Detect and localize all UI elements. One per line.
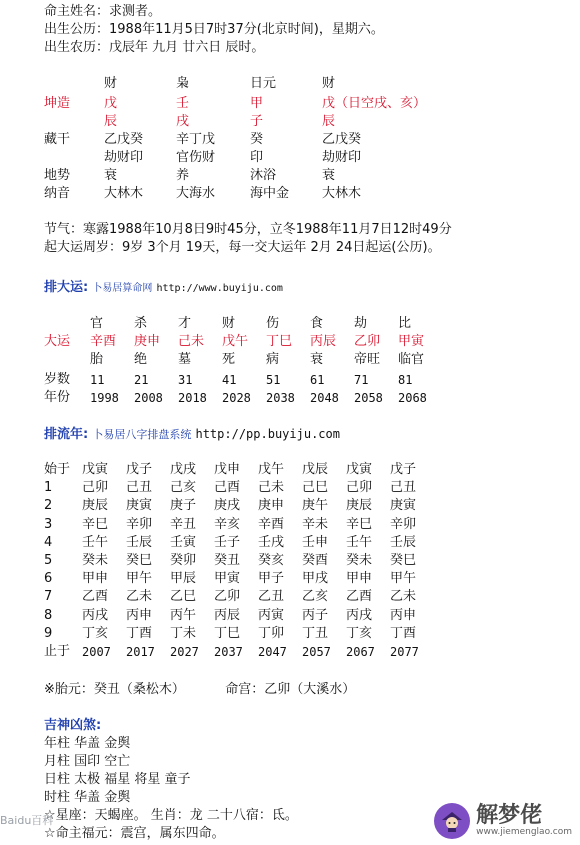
bazi-branch: 子 — [250, 114, 264, 129]
liunian-cell: 乙未 — [126, 589, 153, 605]
bazi-stem: 甲 — [250, 96, 264, 111]
liunian-cell: 庚戌 — [214, 498, 241, 514]
nayin-cell: 大海水 — [176, 186, 216, 201]
dayun-state: 绝 — [134, 352, 148, 367]
nayin-cell: 海中金 — [250, 186, 290, 201]
liunian-cell: 2057 — [302, 645, 331, 659]
dayun-state: 胎 — [90, 352, 104, 367]
dayun-year: 2068 — [398, 391, 427, 405]
lunar-birth-line: 出生农历：戊辰年 九月 廿六日 辰时。 — [44, 40, 265, 55]
liunian-cell: 癸丑 — [214, 553, 241, 568]
liunian-cell: 丁亥 — [346, 625, 373, 641]
liunian-cell: 乙未 — [390, 589, 417, 605]
liunian-cell: 壬辰 — [126, 534, 153, 550]
liunian-cell: 庚午 — [302, 498, 329, 514]
liunian-cell: 壬戌 — [258, 534, 285, 550]
liunian-cell: 丁丑 — [302, 625, 329, 641]
dayun-state: 墓 — [178, 352, 192, 367]
liunian-cell: 癸未 — [82, 553, 109, 568]
liunian-cell: 丙寅 — [258, 607, 285, 623]
dayun-top-label: 杀 — [134, 316, 148, 331]
liunian-cell: 乙丑 — [258, 589, 285, 605]
liunian-cell: 辛巳 — [346, 516, 373, 532]
liunian-cell: 癸酉 — [302, 553, 329, 568]
shensha-line: 时柱 华盖 金舆 — [44, 790, 131, 805]
dayun-site-url[interactable]: http://www.buyiju.com — [156, 283, 283, 294]
liunian-cell: 丁酉 — [126, 625, 153, 641]
bazi-branch: 辰 — [104, 114, 118, 129]
shensha-line: 月柱 国印 空亡 — [44, 754, 131, 769]
dayun-age: 31 — [178, 373, 193, 387]
liunian-cell: 壬寅 — [170, 534, 197, 550]
dayun-pillar: 丙辰 — [310, 334, 337, 349]
liunian-cell: 辛巳 — [82, 516, 109, 532]
liunian-row-label: 始于 — [44, 462, 71, 477]
dishi-label: 地势 — [44, 168, 71, 183]
liunian-row-label: 2 — [44, 498, 53, 514]
liunian-cell: 庚子 — [170, 498, 197, 514]
bazi-branch: 辰 — [322, 114, 336, 129]
liunian-cell: 庚寅 — [390, 498, 417, 514]
shishen-cell: 劫财印 — [104, 150, 144, 165]
liunian-cell: 甲申 — [82, 571, 109, 587]
nayin-label: 纳音 — [44, 186, 71, 201]
dayun-top-label: 伤 — [266, 316, 280, 331]
liunian-cell: 丁酉 — [390, 625, 417, 641]
liunian-cell: 壬申 — [302, 534, 329, 550]
liunian-cell: 甲子 — [258, 571, 285, 587]
dayun-top-label: 财 — [222, 316, 236, 331]
dayun-pillar: 庚申 — [134, 334, 161, 349]
liunian-cell: 辛未 — [302, 516, 329, 532]
shishen-cell: 印 — [250, 150, 264, 165]
shensha-heading: 吉神凶煞: — [44, 718, 102, 733]
liunian-cell: 乙亥 — [302, 589, 329, 605]
xingzuo-line: ☆星座：天蝎座。 生肖：龙 二十八宿：氐。 — [44, 808, 298, 823]
liunian-cell: 庚申 — [258, 498, 285, 514]
liunian-cell: 癸未 — [346, 553, 373, 568]
liunian-heading: 排流年: — [44, 427, 89, 442]
dayun-state: 帝旺 — [354, 352, 381, 367]
dayun-state: 临官 — [398, 352, 425, 367]
liunian-cell: 丁卯 — [258, 625, 285, 641]
liunian-cell: 癸巳 — [126, 553, 153, 568]
liunian-cell: 戊寅 — [82, 462, 109, 477]
liunian-cell: 甲申 — [346, 571, 373, 587]
liunian-cell: 甲午 — [126, 571, 153, 587]
bazi-row-label: 坤造 — [44, 96, 71, 111]
bazi-stem: 戊（日空戌、亥） — [322, 96, 427, 111]
brand-domain: www.jiemenglao.com — [476, 827, 572, 837]
dayun-age: 61 — [310, 373, 325, 387]
liunian-cell: 丙戌 — [346, 607, 373, 623]
dayun-year: 2028 — [222, 391, 251, 405]
liunian-cell: 2007 — [82, 645, 111, 659]
canggan-label: 藏干 — [44, 132, 71, 147]
liunian-cell: 癸亥 — [258, 553, 285, 568]
dayun-year: 2058 — [354, 391, 383, 405]
dayun-year: 2038 — [266, 391, 295, 405]
dayun-age: 51 — [266, 373, 281, 387]
dishi-cell: 沐浴 — [250, 168, 277, 183]
canggan-cell: 辛丁戊 — [176, 132, 216, 147]
dayun-year: 2048 — [310, 391, 339, 405]
minggong-text: 命宫：乙卯（大溪水） — [225, 682, 356, 697]
liunian-cell: 辛卯 — [390, 516, 417, 532]
liunian-cell: 2047 — [258, 645, 287, 659]
liunian-cell: 壬午 — [82, 534, 109, 550]
bazi-top-label: 枭 — [176, 76, 190, 91]
liunian-cell: 乙巳 — [170, 589, 197, 605]
liunian-row-label: 3 — [44, 516, 53, 532]
bazi-top-label: 财 — [104, 76, 118, 91]
shishen-cell: 官伤财 — [176, 150, 216, 165]
dayun-age: 71 — [354, 373, 369, 387]
dayun-heading: 排大运: — [44, 280, 89, 295]
bazi-stem: 壬 — [176, 96, 190, 111]
dayun-row-label: 大运 — [44, 334, 71, 349]
liunian-cell: 戊戌 — [170, 462, 197, 477]
liunian-row-label: 7 — [44, 589, 53, 605]
liunian-cell: 丁亥 — [82, 625, 109, 641]
liunian-cell: 2017 — [126, 645, 155, 659]
liunian-cell: 甲午 — [390, 571, 417, 587]
liunian-cell: 丙子 — [302, 607, 329, 623]
liunian-cell: 己卯 — [346, 480, 373, 496]
liunian-cell: 辛酉 — [258, 516, 285, 532]
dayun-top-label: 劫 — [354, 316, 368, 331]
liunian-cell: 癸巳 — [390, 553, 417, 568]
liunian-cell: 甲辰 — [170, 571, 197, 587]
dayun-age-label: 岁数 — [44, 372, 71, 387]
dishi-cell: 养 — [176, 168, 190, 183]
shensha-line: 年柱 华盖 金舆 — [44, 736, 131, 751]
dishi-cell: 衰 — [322, 168, 336, 183]
nayin-cell: 大林木 — [322, 186, 362, 201]
liunian-cell: 2027 — [170, 645, 199, 659]
fortune-teller-icon — [434, 803, 470, 839]
dayun-state: 死 — [222, 352, 236, 367]
dayun-age: 81 — [398, 373, 413, 387]
liunian-cell: 辛亥 — [214, 516, 241, 532]
baidu-watermark: Baidu百科 — [0, 814, 54, 827]
dayun-year: 2018 — [178, 391, 207, 405]
liunian-cell: 2067 — [346, 645, 375, 659]
qiyun-line: 起大运周岁：9岁 3个月 19天，每一交大运年 2月 24日起运(公历)。 — [44, 240, 441, 255]
liunian-cell: 辛卯 — [126, 516, 153, 532]
liunian-heading-row — [44, 426, 340, 443]
liunian-cell: 丁未 — [170, 625, 197, 641]
dayun-age: 41 — [222, 373, 237, 387]
liunian-cell: 庚辰 — [82, 498, 109, 514]
liunian-cell: 庚寅 — [126, 498, 153, 514]
liunian-cell: 2037 — [214, 645, 243, 659]
dayun-age: 21 — [134, 373, 149, 387]
liunian-cell: 戊寅 — [346, 462, 373, 477]
liunian-cell: 癸卯 — [170, 553, 197, 568]
taiyuan-row — [44, 682, 355, 698]
liunian-site-url[interactable]: http://pp.buyiju.com — [195, 427, 340, 441]
liunian-cell: 己丑 — [390, 480, 417, 496]
liunian-cell: 己巳 — [302, 480, 329, 496]
liunian-cell: 丁巳 — [214, 625, 241, 641]
bazi-stem: 戊 — [104, 96, 118, 111]
dayun-pillar: 己未 — [178, 334, 205, 349]
name-line: 命主姓名：求测者。 — [44, 4, 162, 19]
liunian-cell: 己卯 — [82, 480, 109, 496]
liunian-cell: 丙辰 — [214, 607, 241, 623]
liunian-cell: 甲寅 — [214, 571, 241, 587]
mingzhu-line: ☆命主福元：震宫，属东四命。 — [44, 826, 225, 841]
liunian-row-label: 1 — [44, 480, 53, 496]
dayun-top-label: 食 — [310, 316, 324, 331]
dayun-state: 病 — [266, 352, 280, 367]
dayun-top-label: 比 — [398, 316, 412, 331]
canggan-cell: 乙戊癸 — [104, 132, 144, 147]
liunian-cell: 己丑 — [126, 480, 153, 496]
liunian-cell: 丙申 — [126, 607, 153, 623]
liunian-row-label: 4 — [44, 534, 53, 550]
dayun-pillar: 甲寅 — [398, 334, 425, 349]
canggan-cell: 癸 — [250, 132, 264, 147]
bazi-top-label: 财 — [322, 76, 336, 91]
dayun-site-name: 卜易居算命网 — [92, 283, 153, 294]
liunian-cell: 戊午 — [258, 462, 285, 477]
liunian-cell: 乙酉 — [82, 589, 109, 605]
liunian-cell: 戊辰 — [302, 462, 329, 477]
liunian-cell: 丙戌 — [82, 607, 109, 623]
liunian-row-label: 8 — [44, 607, 53, 623]
liunian-row-label: 6 — [44, 571, 53, 587]
liunian-cell: 乙酉 — [346, 589, 373, 605]
liunian-cell: 戊申 — [214, 462, 241, 477]
liunian-cell: 庚辰 — [346, 498, 373, 514]
liunian-site-name: 卜易居八字排盘系统 — [92, 428, 192, 441]
dayun-pillar: 戊午 — [222, 334, 249, 349]
liunian-cell: 丙午 — [170, 607, 197, 623]
jiemenglao-watermark — [434, 803, 572, 839]
liunian-cell: 丙申 — [390, 607, 417, 623]
liunian-cell: 壬辰 — [390, 534, 417, 550]
dayun-year: 2008 — [134, 391, 163, 405]
shensha-line: 日柱 太极 福星 将星 童子 — [44, 772, 191, 787]
dayun-pillar: 乙卯 — [354, 334, 381, 349]
dayun-pillar: 辛酉 — [90, 334, 117, 349]
liunian-row-label: 9 — [44, 625, 53, 641]
liunian-cell: 戊子 — [126, 462, 153, 477]
dayun-year-label: 年份 — [44, 390, 71, 405]
liunian-cell: 甲戌 — [302, 571, 329, 587]
nayin-cell: 大林木 — [104, 186, 144, 201]
dayun-age: 11 — [90, 373, 105, 387]
liunian-cell: 己亥 — [170, 480, 197, 496]
liunian-row-label: 止于 — [44, 644, 71, 659]
dishi-cell: 衰 — [104, 168, 118, 183]
dayun-heading-row — [44, 280, 283, 297]
liunian-cell: 己未 — [258, 480, 285, 496]
bazi-top-label: 日元 — [250, 76, 277, 91]
liunian-cell: 戊子 — [390, 462, 417, 477]
liunian-cell: 壬子 — [214, 534, 241, 550]
liunian-cell: 乙卯 — [214, 589, 241, 605]
dayun-pillar: 丁巳 — [266, 334, 293, 349]
liunian-cell: 辛丑 — [170, 516, 197, 532]
dayun-year: 1998 — [90, 391, 119, 405]
taiyuan-text: ※胎元：癸丑（桑松木） — [44, 682, 185, 697]
dayun-top-label: 才 — [178, 316, 192, 331]
jieqi-line: 节气：寒露1988年10月8日9时45分，立冬1988年11月7日12时49分 — [44, 222, 452, 237]
dayun-state: 衰 — [310, 352, 324, 367]
gregorian-birth-line: 出生公历：1988年11月5日7时37分(北京时间)，星期六。 — [44, 22, 384, 37]
liunian-row-label: 5 — [44, 553, 53, 568]
canggan-cell: 乙戊癸 — [322, 132, 362, 147]
liunian-cell: 壬午 — [346, 534, 373, 550]
bazi-branch: 戌 — [176, 114, 190, 129]
liunian-cell: 2077 — [390, 645, 419, 659]
brand-name: 解梦佬 — [476, 803, 543, 828]
shishen-cell: 劫财印 — [322, 150, 362, 165]
dayun-top-label: 官 — [90, 316, 104, 331]
liunian-cell: 己酉 — [214, 480, 241, 496]
